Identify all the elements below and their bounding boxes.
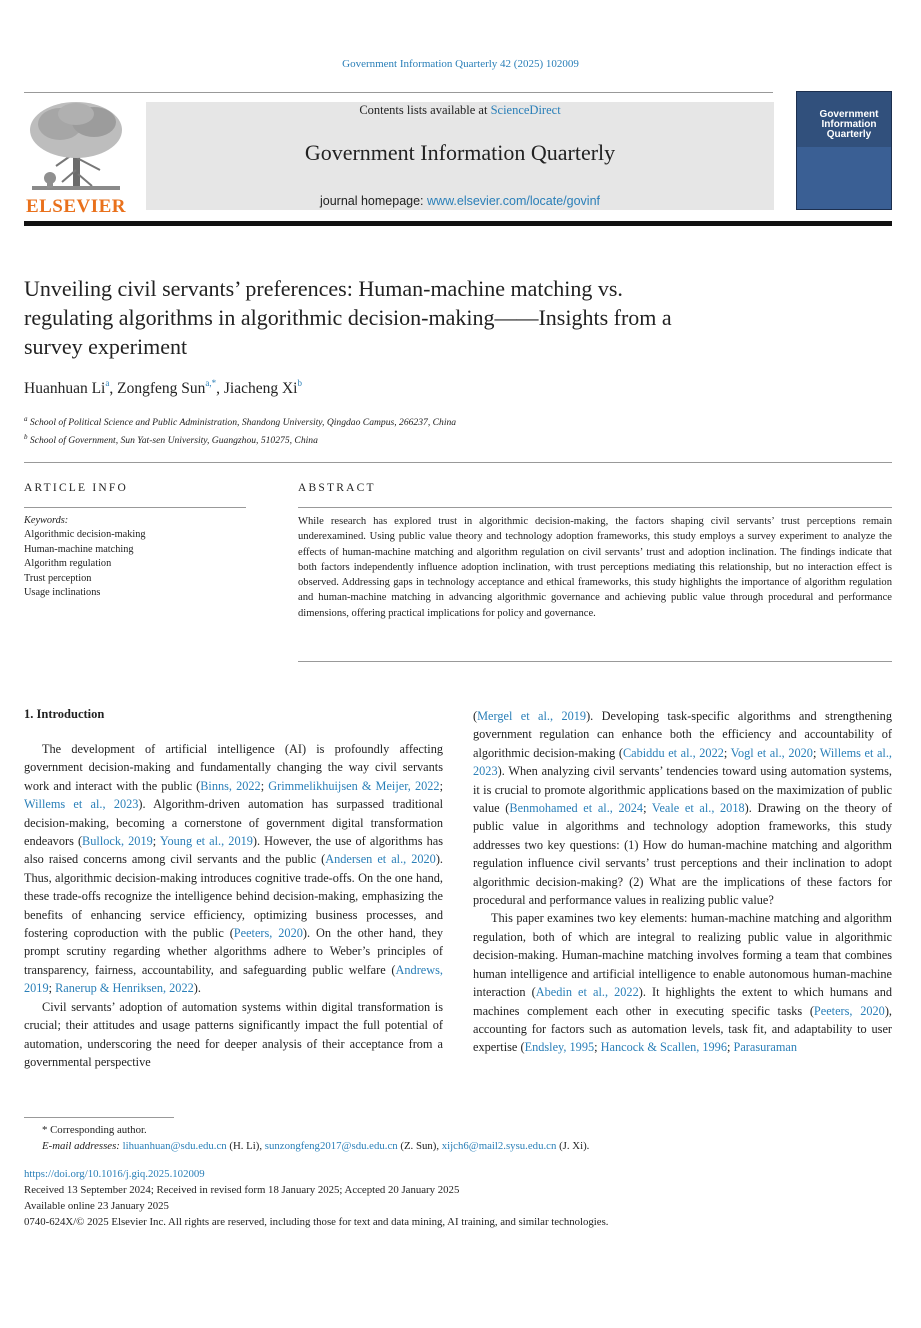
cover-title-line: Information (821, 119, 877, 130)
paragraph-text: ; (812, 745, 820, 760)
paragraph-text: ). Developing task-specific algorithms and strengthening government regulation can enhance both the efficiency and accountability of algorithmic decision-making ( (473, 709, 892, 760)
paragraph-text: ). Algorithm-driven automation has surpassed traditional decision-making, becoming a cornerstone of government digital transformation endeavors ( (24, 797, 443, 849)
citation-link[interactable]: Peeters, 2020 (233, 926, 303, 941)
email-owner: (Z. Sun), (397, 1140, 442, 1152)
contents-line (146, 103, 774, 118)
affiliation-item (24, 430, 456, 448)
paragraph-text: ; (439, 778, 443, 793)
keyword-item: Usage inclinations (24, 587, 101, 599)
intro-paragraph (473, 909, 892, 1056)
cover-band (797, 147, 891, 209)
paragraph-text: ). However, the use of algorithms has also raised concerns among civil servants and the public ( (24, 834, 443, 867)
keyword-item: Algorithmic decision-making (24, 529, 146, 541)
paragraph-text: ). When analyzing civil servants’ tendencies toward using automation systems, it is crucial to promote algorithmic applications based on the maximization of public value ( (473, 764, 892, 816)
journal-reference[interactable]: Government Information Quarterly 42 (2025) 102009 (342, 58, 579, 70)
email-owner: (J. Xi). (556, 1140, 590, 1152)
tree-icon (22, 100, 130, 192)
citation-link[interactable]: Veale et al., 2018 (651, 801, 745, 816)
left-column (24, 740, 443, 1071)
corresponding-author-note (24, 1122, 589, 1138)
paragraph-text: ), accounting for factors such as automation levels, task fit, and adaptability to user expertise ( (473, 1003, 892, 1055)
contents-prefix: Contents lists available at (359, 103, 491, 117)
citation-link[interactable]: Benmohamed et al., 2024 (509, 801, 644, 816)
paragraph-text: ; (260, 778, 269, 793)
footnotes (24, 1122, 589, 1154)
email-link[interactable]: lihuanhuan@sdu.edu.cn (122, 1140, 227, 1152)
email-link[interactable]: xijch6@mail2.sysu.edu.cn (441, 1140, 557, 1152)
affiliation-marker[interactable]: a (105, 378, 110, 388)
paragraph-text: ; (723, 745, 731, 760)
citation-link[interactable]: Willems et al., 2023 (473, 745, 893, 779)
affiliation-rule (24, 462, 892, 463)
publisher-name: ELSEVIER (25, 196, 127, 217)
keyword-item: Trust perception (24, 572, 92, 584)
email-link[interactable]: sunzongfeng2017@sdu.edu.cn (264, 1140, 398, 1152)
copyright-notice: 0740-624X/© 2025 Elsevier Inc. All rights are reserved, including those for text and data mining, AI training, and similar technologies. (24, 1216, 609, 1228)
affiliation-marker[interactable]: b (297, 378, 302, 388)
author-separator: , (109, 380, 118, 397)
paragraph-text: ). It highlights the extent to which humans and machines complement each other in executing specific tasks ( (473, 985, 892, 1018)
abstract-heading: ABSTRACT (298, 482, 376, 494)
affiliation-mark: a (24, 415, 28, 423)
keywords-block (24, 514, 146, 600)
citation-link[interactable]: Andrews, 2019 (24, 962, 443, 996)
abstract-rule (298, 507, 892, 508)
article-title (24, 274, 824, 361)
citation-link[interactable]: Peeters, 2020 (813, 1003, 885, 1018)
citation-link[interactable]: Grimmelikhuijsen & Meijer, 2022 (268, 778, 440, 793)
affiliation-marker[interactable]: a,* (205, 378, 217, 388)
email-label: E-mail addresses: (42, 1140, 123, 1152)
cover-title-line: Government (819, 109, 879, 120)
author-name[interactable]: Zongfeng Sun (117, 380, 206, 397)
paragraph-text: ; (594, 1040, 601, 1055)
homepage-line (146, 194, 774, 208)
citation-link[interactable]: Abedin et al., 2022 (535, 985, 639, 1000)
paragraph-text: The development of artificial intelligence (AI) is profoundly affecting government decision-making and fundamentally changing the way civil servants work and interact with the public ( (24, 742, 443, 793)
affiliation-item (24, 412, 456, 430)
citation-link[interactable]: Willems et al., 2023 (24, 797, 139, 812)
paragraph-text: ; (48, 981, 56, 996)
citation-link[interactable]: Binns, 2022 (200, 778, 261, 793)
header-rule (24, 92, 773, 93)
cover-title (811, 110, 887, 140)
title-line: regulating algorithms in algorithmic decision-making——Insights from a (24, 305, 672, 330)
title-line: survey experiment (24, 334, 188, 359)
paragraph-text: ; (726, 1040, 734, 1055)
paragraph-text: ( (473, 709, 478, 723)
keywords-label: Keywords: (24, 515, 69, 526)
footnote-rule (24, 1117, 174, 1118)
homepage-prefix: journal homepage: (319, 194, 428, 208)
email-owner: (H. Li), (226, 1140, 265, 1152)
citation-link[interactable]: Parasuraman (733, 1040, 797, 1055)
introduction-heading: 1. Introduction (24, 707, 105, 721)
publication-metadata (24, 1166, 609, 1230)
journal-cover[interactable] (796, 91, 892, 210)
elsevier-logo (22, 100, 130, 218)
affiliation-mark: b (24, 433, 28, 441)
paragraph-text: ). (193, 981, 201, 996)
masthead-rule (24, 221, 892, 226)
paragraph-text: ). On the other hand, they prompt scrutiny regarding whether algorithms adhere to Weber’s principles of transparency, fairness, accountability, and safeguarding public welfare ( (24, 926, 443, 977)
right-column (473, 707, 892, 1057)
author-list (24, 378, 302, 398)
available-online: Available online 23 January 2025 (24, 1200, 169, 1212)
footnote-label: Corresponding author. (50, 1124, 147, 1136)
paragraph-text: ; (152, 834, 160, 849)
paragraph-text: This paper examines two key elements: human-machine matching and algorithm regulation, both of which are integral to realizing public value in algorithmic decision-making. Human-machine matching involves forming a team that combines human intelligence and artificial intelligence to enable autonomous human-machine interaction ( (473, 911, 892, 1000)
article-info-rule (24, 507, 246, 508)
paragraph-text: ). Drawing on the theory of public value in algorithms and technology adoption frameworks, this study addresses two key questions: (1) How do human-machine matching and algorithm regulation influence civil servants’ trust perceptions and their inclination to adopt algorithmic decision-making? (2) What are the implications of these factors for procedural and performance values in realizing public value? (473, 801, 892, 908)
cover-title-line: Quarterly (826, 129, 872, 140)
paragraph-text: Civil servants’ adoption of automation systems within digital transformation is crucial; their attitudes and usage patterns significantly impact the full potential of automation, underscoring the need for deeper analysis of their acceptance from a governmental perspective (24, 999, 443, 1069)
intro-paragraph (473, 707, 892, 909)
citation-link[interactable]: Young et al., 2019 (159, 834, 253, 849)
title-line: Unveiling civil servants’ preferences: Human-machine matching vs. (24, 276, 623, 301)
author-name[interactable]: Jiacheng Xi (223, 380, 298, 397)
author-separator: , (216, 380, 224, 397)
article-info-heading: ARTICLE INFO (24, 482, 128, 494)
intro-paragraph (24, 740, 443, 998)
received-dates: Received 13 September 2024; Received in revised form 18 January 2025; Accepted 20 January 2025 (24, 1184, 460, 1196)
affiliations (24, 412, 456, 448)
keyword-item: Human-machine matching (24, 543, 134, 555)
doi-link[interactable]: https://doi.org/10.1016/j.giq.2025.102009 (24, 1168, 205, 1180)
footnote-mark: * (42, 1124, 48, 1136)
author-name[interactable]: Huanhuan Li (24, 380, 106, 397)
citation-link[interactable]: Ranerup & Henriksen, 2022 (55, 981, 194, 996)
paragraph-text: ). Thus, algorithmic decision-making introduces cognitive trade-offs. On the one hand, these trade-offs recognize the intelligence behind decision-making, emphasizing the benefits of enhancing service efficiency, optimizing business processes, and fostering coproduction with the public ( (24, 852, 443, 941)
sciencedirect-link[interactable]: ScienceDirect (490, 103, 561, 117)
paragraph-text: ; (643, 801, 652, 816)
intro-paragraph (24, 998, 443, 1072)
citation-link[interactable]: Vogl et al., 2020 (730, 745, 813, 760)
citation-link[interactable]: Mergel et al., 2019 (477, 709, 587, 723)
affiliation-text: School of Political Science and Public Administration, Shandong University, Qingdao Campus, 266237, China (27, 417, 457, 428)
email-addresses (24, 1138, 589, 1154)
citation-link[interactable]: Hancock & Scallen, 1996 (600, 1040, 727, 1055)
homepage-link[interactable]: www.elsevier.com/locate/govinf (427, 194, 601, 208)
citation-link[interactable]: Andersen et al., 2020 (325, 852, 436, 867)
abstract-text: While research has explored trust in algorithmic decision-making, the factors shaping civil servants’ trust perceptions remain underexamined. Using public value theory and technology adoption frameworks, this study employs a survey experiment to analyze the effects of human-machine matching and algorithm regulation on civil servants’ trust and adoption inclination. The findings indicate that both factors independently influence adoption inclination, with trust perceptions mediating this relationship, but no interaction effect is observed. Addressing gaps in technology acceptance and ethical frameworks, this study highlights the importance of algorithm regulation and human-machine matching in advancing algorithmic governance and achieving public value through procedural and performance dimensions, offering practical implications for policy and governance. (298, 516, 892, 619)
keyword-item: Algorithm regulation (24, 558, 112, 570)
citation-link[interactable]: Bullock, 2019 (82, 834, 153, 849)
citation-link[interactable]: Cabiddu et al., 2022 (622, 745, 724, 760)
affiliation-text: School of Government, Sun Yat-sen University, Guangzhou, 510275, China (27, 435, 318, 446)
journal-title: Government Information Quarterly (304, 140, 616, 165)
abstract-bottom-rule (298, 661, 892, 662)
citation-link[interactable]: Endsley, 1995 (524, 1040, 595, 1055)
